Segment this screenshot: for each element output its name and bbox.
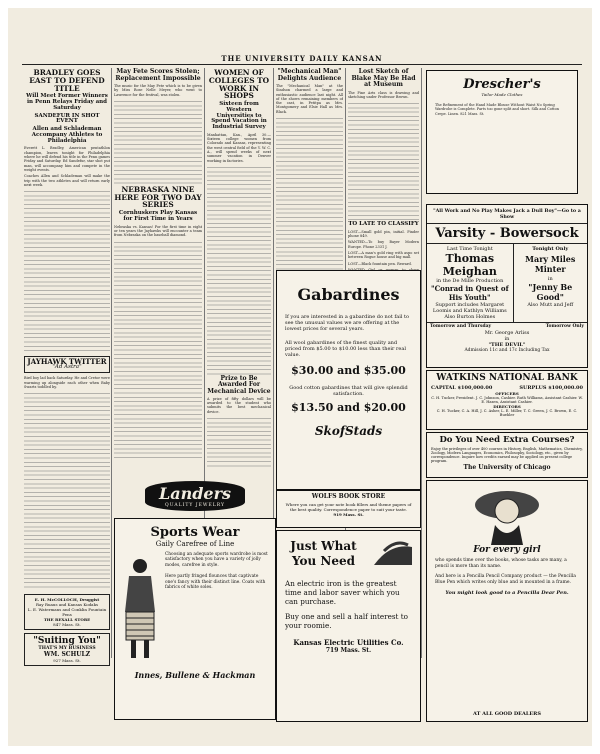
mccolloch-ad <box>24 594 110 630</box>
mechanical-man-story: The "Mechanical Man" at the Sindson charmed a large and enthusiastic audience last night. All of the shows remaining members of the cast, in Petitpa as Mrs. Montgomery and Elsie Hall as Mrs. Black. <box>276 84 343 114</box>
wolfs-book-store-ad <box>276 490 421 528</box>
varsity-name: Varsity - Bowersock <box>427 223 587 244</box>
innes-signature: Innes, Bullene & Hackman <box>134 670 256 680</box>
varsity-admission: Admission 11c and 17c Including Tax <box>464 348 550 353</box>
classified-ad: LOST—Small gold pin, initial. Finder phone 849. <box>348 229 419 239</box>
varsity-ad <box>426 204 588 368</box>
varsity-devil: "THE DEVIL" <box>488 342 526 348</box>
nebraska-story: Nebraska vs. Kansas! For the first time in eight or ten years the Jayhawks will encounter a team from Nebraska on the baseball diamond. <box>114 224 202 238</box>
landers-tagline: QUALITY JEWELRY <box>165 503 225 508</box>
landers-ad <box>114 476 276 516</box>
electric-address: 719 Mass. St. <box>325 647 372 654</box>
masthead: THE UNIVERSITY DAILY KANSAN <box>221 54 383 63</box>
jayhawk-twitter-text <box>24 391 110 591</box>
gabardines-title: Gabardines <box>297 285 400 304</box>
schulz-ad <box>24 633 110 666</box>
varsity-devil-in: in <box>504 336 510 342</box>
chicago-name: The University of Chicago <box>463 464 551 471</box>
mccolloch-name: E. H. McCOLLOCH, Druggist <box>34 597 100 603</box>
watkins-officers: C. H. Tucker, President. J. C. Johnson, Cashier. Ruth Williams, Assistant Cashier. W. E. Hazen, Assistant Cashier. <box>431 396 583 404</box>
bradley-story: Everett L. Bradley, American pentathlon champion, leaves tonight for Philadelphia where he will defend his title in the Penn games Friday and Saturday. Ed Sandefur, star shot put man, will accompany him and compete in the weight events. <box>24 146 110 172</box>
schulz-address: 927 Mass. St. <box>53 658 81 664</box>
watkins-bank-ad <box>426 370 588 430</box>
bradley-story-continued: Coaches Allen and Schlademan will make the trip with the two athletes and will return early next week. <box>24 174 110 187</box>
girl-illustration <box>427 481 587 545</box>
iron-illustration <box>370 537 416 575</box>
schulz-name: WM. SCHULZ <box>43 651 91 659</box>
coaches-subhead: Allen and Schlademan Accompany Athletes to Philadelphia <box>31 126 103 144</box>
prize-story: A prize of fifty dollars will be awarded to the student who submits the best mechanical device. <box>207 396 271 414</box>
masthead-rule <box>22 64 582 65</box>
mccolloch-store: THE REXALL STORE <box>43 617 91 623</box>
bradley-story-text <box>24 189 110 353</box>
blake-sketch-headline: Lost Sketch of Blake May Be Had at Museum <box>351 68 416 88</box>
wolfs-copy: Where you can get your note book fillers and theme papers of the best quality. Correspondence paper to suit your taste. <box>285 502 412 512</box>
electric-copy: An electric iron is the greatest time and labor saver which you can purchase. <box>285 579 400 606</box>
sports-wear-copy: Choosing an adequate sports wardrobe is most satisfactory when you have a variety of jolly modes, carefree in style. <box>165 552 268 568</box>
column-2 <box>114 68 202 468</box>
sports-wear-title: Sports Wear <box>150 525 240 540</box>
skofstads-logo: SkofStads <box>314 424 383 438</box>
varsity-film-2: "Jenny Be Good" <box>528 282 573 302</box>
sports-wear-copy-2: Here partly fringed flounces that captivate one's fancy with their distinct line. Coats with fabrics of white soles. <box>165 574 266 591</box>
pencil-copy-2: And here is a Pencilla Pencil Company product — the Pencilla Blue Pen which writes only blue and is mounted in a frame. <box>435 574 576 585</box>
women-text <box>207 165 271 375</box>
varsity-tomorrow-2: Tomorrow Only <box>545 324 584 329</box>
bradley-headline: BRADLEY GOES EAST TO DEFEND TITLE <box>29 68 105 93</box>
nebraska-headline: NEBRASKA NINE HERE FOR TWO DAY SERIES <box>114 184 202 210</box>
dreschers-name: Drescher's <box>463 77 541 92</box>
jayhawk-twitter-motto: "Ad Astra" <box>52 364 82 371</box>
chicago-title: Do You Need Extra Courses? <box>439 435 575 445</box>
classified-ad: LOST—Black fountain pen. Reward. <box>348 261 412 266</box>
chicago-ad <box>426 432 588 478</box>
schulz-slogan: "Suiting You" <box>33 636 101 647</box>
prize-headline: Prize to Be Awarded For Mechanical Device <box>207 374 271 395</box>
pencil-ad <box>426 480 588 722</box>
sandefur-subhead: SANDEFUR IN SHOT EVENT <box>34 112 100 125</box>
electric-copy-2: Buy one and sell a half interest to your roomie. <box>285 612 408 630</box>
classified-heading: TO LATE TO CLASSIFY <box>348 221 419 228</box>
watkins-directors-heading: DIRECTORS <box>493 404 521 409</box>
dreschers-tagline: Tailor Made Clothes <box>481 92 523 97</box>
blake-sketch-story: The Fine Arts class is drawing and sketching under Professor Brown. <box>348 90 419 99</box>
varsity-tomorrow: Tomorrow and Thursday <box>430 324 492 329</box>
watkins-directors: C. H. Tucker, C. A. Hill, J. C. Asher, L. E. Miller, T. C. Green, J. C. Brown, E. C. Buehler <box>436 409 578 417</box>
fashion-illustration <box>115 552 165 662</box>
varsity-devil-star: Mr. George Arliss <box>484 330 530 336</box>
prize-text <box>207 416 271 468</box>
wolfs-address: 919 Mass. St. <box>333 512 364 517</box>
blake-sketch-text <box>348 101 419 221</box>
jayhawk-twitter-box <box>24 356 110 373</box>
watkins-officers-heading: OFFICERS <box>495 391 519 396</box>
may-fete-story: The music for the May Fete which is to be given by Miss Rose Nelle Meyer, who went to Lawrence for the festival, was stolen. <box>114 84 202 97</box>
women-headline: WOMEN OF COLLEGES TO WORK IN SHOPS <box>208 68 270 101</box>
women-story: Manhattan, Kan., April 30.—Sixteen college women from Colorado and Kansas, representing the west central field of the Y. W. C. A., will spend weeks of next summer vacation in Denver working in factories. <box>207 132 271 163</box>
newspaper-page <box>8 8 592 746</box>
mccolloch-line: Ray Ruaus and Kansas Kodaks <box>35 602 99 608</box>
gabardines-intro-2: All wool gabardines of the finest quality and priced from $5.00 to $10.00 less than their real value. <box>285 340 406 358</box>
varsity-film-intro: in the De Mille Production <box>436 278 504 284</box>
bradley-subhead: Will Meet Former Winners in Penn Relays Friday and Saturday <box>26 93 108 111</box>
mccolloch-line: L. E. Watermans and Conklin Fountain Pens <box>27 607 107 618</box>
classified-ad: LOST—A man's gold ring with aspo set between Rogue house and big mall. <box>348 251 419 260</box>
jayhawk-twitter-story: Bird boy lad back Saturday. He and Cretor were warming up alongside each other when Baby Swartz toddled by. <box>24 376 110 389</box>
gabardines-intro: If you are interested in a gabardine do not fail to see the unusual values we are offering at the lowest prices for several years. <box>285 314 410 332</box>
may-fete-headline: May Fete Scores Stolen; Replacement Impossible <box>115 68 201 82</box>
varsity-support: Support includes Margaret Loomis and Kathlyn Williams <box>432 302 507 314</box>
varsity-last-time: Last Time Tonight <box>446 246 493 252</box>
sports-wear-subtitle: Gaily Carefree of Line <box>155 540 235 548</box>
wolfs-title: WOLFS BOOK STORE <box>311 493 386 500</box>
sports-wear-ad <box>114 518 276 720</box>
varsity-tonight: Tonight Only <box>532 246 569 252</box>
mccolloch-address: 847 Mass. St. <box>53 622 81 628</box>
jayhawk-twitter-title: JAYHAWK TWITTER <box>27 357 107 367</box>
varsity-star-2: Mary Miles Minter <box>525 254 576 274</box>
column-rule <box>111 68 112 658</box>
pencil-footer: AT ALL GOOD DEALERS <box>473 711 541 717</box>
mechanical-man-headline: "Mechanical Man" Delights Audience <box>277 68 342 82</box>
watkins-surplus: SURPLUS $100,000.00 <box>519 385 583 391</box>
pencil-title: For every girl <box>473 545 541 555</box>
varsity-film-2-in: in <box>547 276 553 282</box>
column-1 <box>24 68 110 746</box>
varsity-star: Thomas Meighan <box>442 252 497 278</box>
landers-logo: Landers <box>158 484 232 503</box>
nebraska-text <box>114 240 202 460</box>
may-fete-text <box>114 99 202 185</box>
watkins-name: WATKINS NATIONAL BANK <box>436 373 578 383</box>
nebraska-subhead: Cornhuskers Play Kansas for First Time in Years <box>118 210 198 222</box>
column-rule <box>421 68 422 658</box>
pencil-copy: who spends time over the books, whose tasks are many, a pencil is more than its name. <box>435 558 567 569</box>
varsity-also: Also Burton Holmes <box>444 314 496 320</box>
varsity-film: "Conrad in Quest of His Youth" <box>430 284 509 302</box>
varsity-top-slogan: "All Work and No Play Makes Jack a Dull Boy"—Go to a Show <box>433 208 581 220</box>
electric-company: Kansas Electric Utilities Co. <box>293 638 404 647</box>
gabardines-mid: Good cotton gabardines that will give splendid satisfaction. <box>289 385 408 397</box>
chicago-copy: Enjoy the privileges of over 400 courses in History, English, Mathematics, Chemistry, Zoology, Modern Languages, Economics, Philosophy, Sociology, etc., given by correspondence. Inquire how credits earned may be applied on present college program. <box>431 447 583 463</box>
watkins-capital: CAPITAL $100,000.00 <box>431 385 493 391</box>
dreschers-ad <box>426 70 578 194</box>
column-3 <box>207 68 271 468</box>
varsity-also-2: Also Mutt and Jeff <box>527 302 574 308</box>
gabardines-ad <box>276 270 421 490</box>
dreschers-copy: The Refinement of the Hand Made Blouse Without Waist No Spring Wardrobe is Complete. Parts too gone split and short. Silk and Cotton Crepe. Linen. 821 Mass. St. <box>435 103 560 116</box>
gabardines-price-2: $13.50 and $20.00 <box>291 401 406 414</box>
gabardines-price-1: $30.00 and $35.00 <box>291 364 406 377</box>
schulz-line: THAT'S MY BUSINESS <box>38 646 96 652</box>
women-subhead: Sixteen from Western Universities to Spend Vacation in Industrial Survey <box>211 101 267 131</box>
classified-ad: WANTED—To buy Bayer Modern Europe. Phone 2331 J. <box>348 240 419 249</box>
electric-title: Just What You Need <box>290 539 357 568</box>
pencil-copy-3: You might look good to a Pencilla Dear Pen. <box>445 590 569 596</box>
kansas-electric-ad <box>276 530 421 722</box>
